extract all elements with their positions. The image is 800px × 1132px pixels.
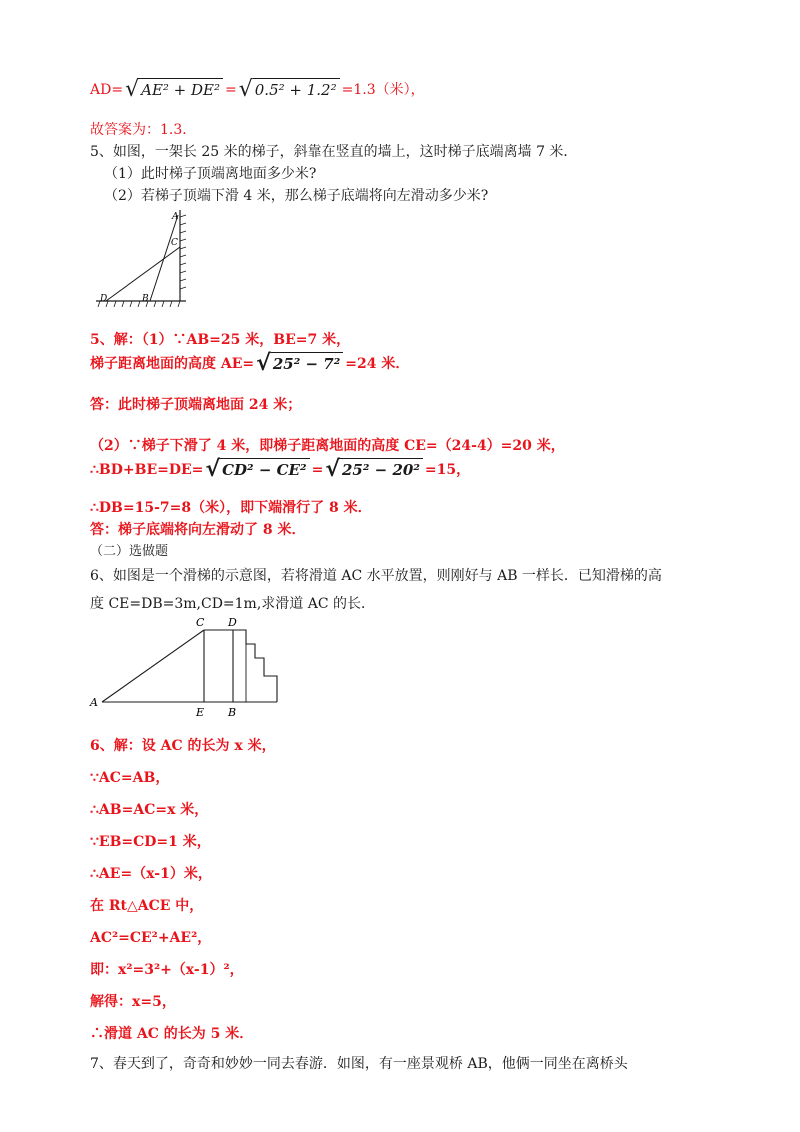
ladder-figure (90, 205, 200, 310)
solution-5-line-1: 5、解：（1）∵AB=25 米，BE=7 米， (90, 332, 351, 348)
sqrt-25-7: √ 25² − 7² (256, 352, 343, 376)
de-label: ∴BD+BE=DE= (90, 462, 204, 478)
solution-5-line-7: 答：梯子底端将向左滑动了 8 米． (90, 522, 306, 538)
solution-5-line-6: ∴DB=15-7=8（米），即下端滑行了 8 米． (90, 500, 372, 516)
solution-5-line-4: （2）∵梯子下滑了 4 米，即梯子距离地面的高度 CE=（24-4）=20 米， (90, 438, 565, 454)
ad-label: AD= (90, 82, 124, 98)
solution-5-line-2 (90, 352, 409, 376)
question-6-line-1: 6、如图是一个滑梯的示意图，若将滑道 AC 水平放置，则刚好与 AB 一样长．已知滑梯的高 (90, 568, 662, 584)
solution-6-line-8: 即：x²=3²+（x-1）²， (90, 962, 244, 978)
label-b: B (142, 294, 149, 304)
solution-6-line-9: 解得：x=5， (90, 994, 176, 1010)
sqrt-ae-de: √ AE² + DE² (125, 78, 223, 102)
sqrt-25-20: √ 25² − 20² (325, 458, 423, 482)
label-b: B (228, 706, 237, 719)
solution-6-line-10: ∴滑道 AC 的长为 5 米． (90, 1026, 254, 1042)
ad-result: =1.3（米）， (341, 82, 425, 98)
equals-sign: = (225, 82, 237, 98)
ae-height-label: 梯子距离地面的高度 AE= (90, 356, 255, 372)
sqrt-cd-ce: √ CD² − CE² (205, 458, 309, 482)
label-c: C (196, 616, 205, 629)
solution-5-line-3: 答：此时梯子顶端离地面 24 米； (90, 397, 302, 413)
question-7: 7、春天到了，奇奇和妙妙一同去春游．如图，有一座景观桥 AB，他俩一同坐在离桥头 (90, 1056, 628, 1072)
ae-result: =24 米． (345, 356, 410, 372)
label-d: D (100, 294, 108, 304)
solution-6-line-2: ∵AC=AB， (90, 770, 170, 786)
section-optional: （二）选做题 (90, 544, 169, 559)
solution-6-line-3: ∴AB=AC=x 米， (90, 802, 209, 818)
question-6-line-2: 度 CE=DB=3m,CD=1m,求滑道 AC 的长． (90, 596, 376, 612)
question-5: 5、如图，一架长 25 米的梯子，斜靠在竖直的墙上，这时梯子底端离墙 7 米． (90, 144, 578, 160)
solution-5-line-5 (90, 458, 470, 482)
equals-sign-2: = (311, 462, 324, 478)
label-a: A (90, 696, 98, 709)
solution-6-line-1: 6、解：设 AC 的长为 x 米， (90, 738, 276, 754)
slide-figure (88, 612, 288, 720)
label-c: C (171, 238, 178, 248)
de-result: =15， (424, 462, 471, 478)
solution-6-line-4: ∵EB=CD=1 米， (90, 834, 211, 850)
question-5-part-1: （1）此时梯子顶端离地面多少米? (104, 166, 317, 182)
solution-6-line-6: 在 Rt△ACE 中， (90, 898, 204, 914)
solution-6-line-5: ∴AE=（x-1）米， (90, 866, 212, 882)
label-e: E (196, 706, 205, 719)
ad-formula-line (90, 78, 425, 102)
answer-line-1: 故答案为：1.3． (90, 122, 197, 138)
question-5-part-2: （2）若梯子顶端下滑 4 米，那么梯子底端将向左滑动多少米? (104, 188, 489, 204)
label-d: D (228, 616, 237, 629)
sqrt-values: √ 0.5² + 1.2² (239, 78, 340, 102)
solution-6-line-7: AC²=CE²+AE²， (90, 930, 212, 946)
label-a: A (172, 212, 179, 222)
